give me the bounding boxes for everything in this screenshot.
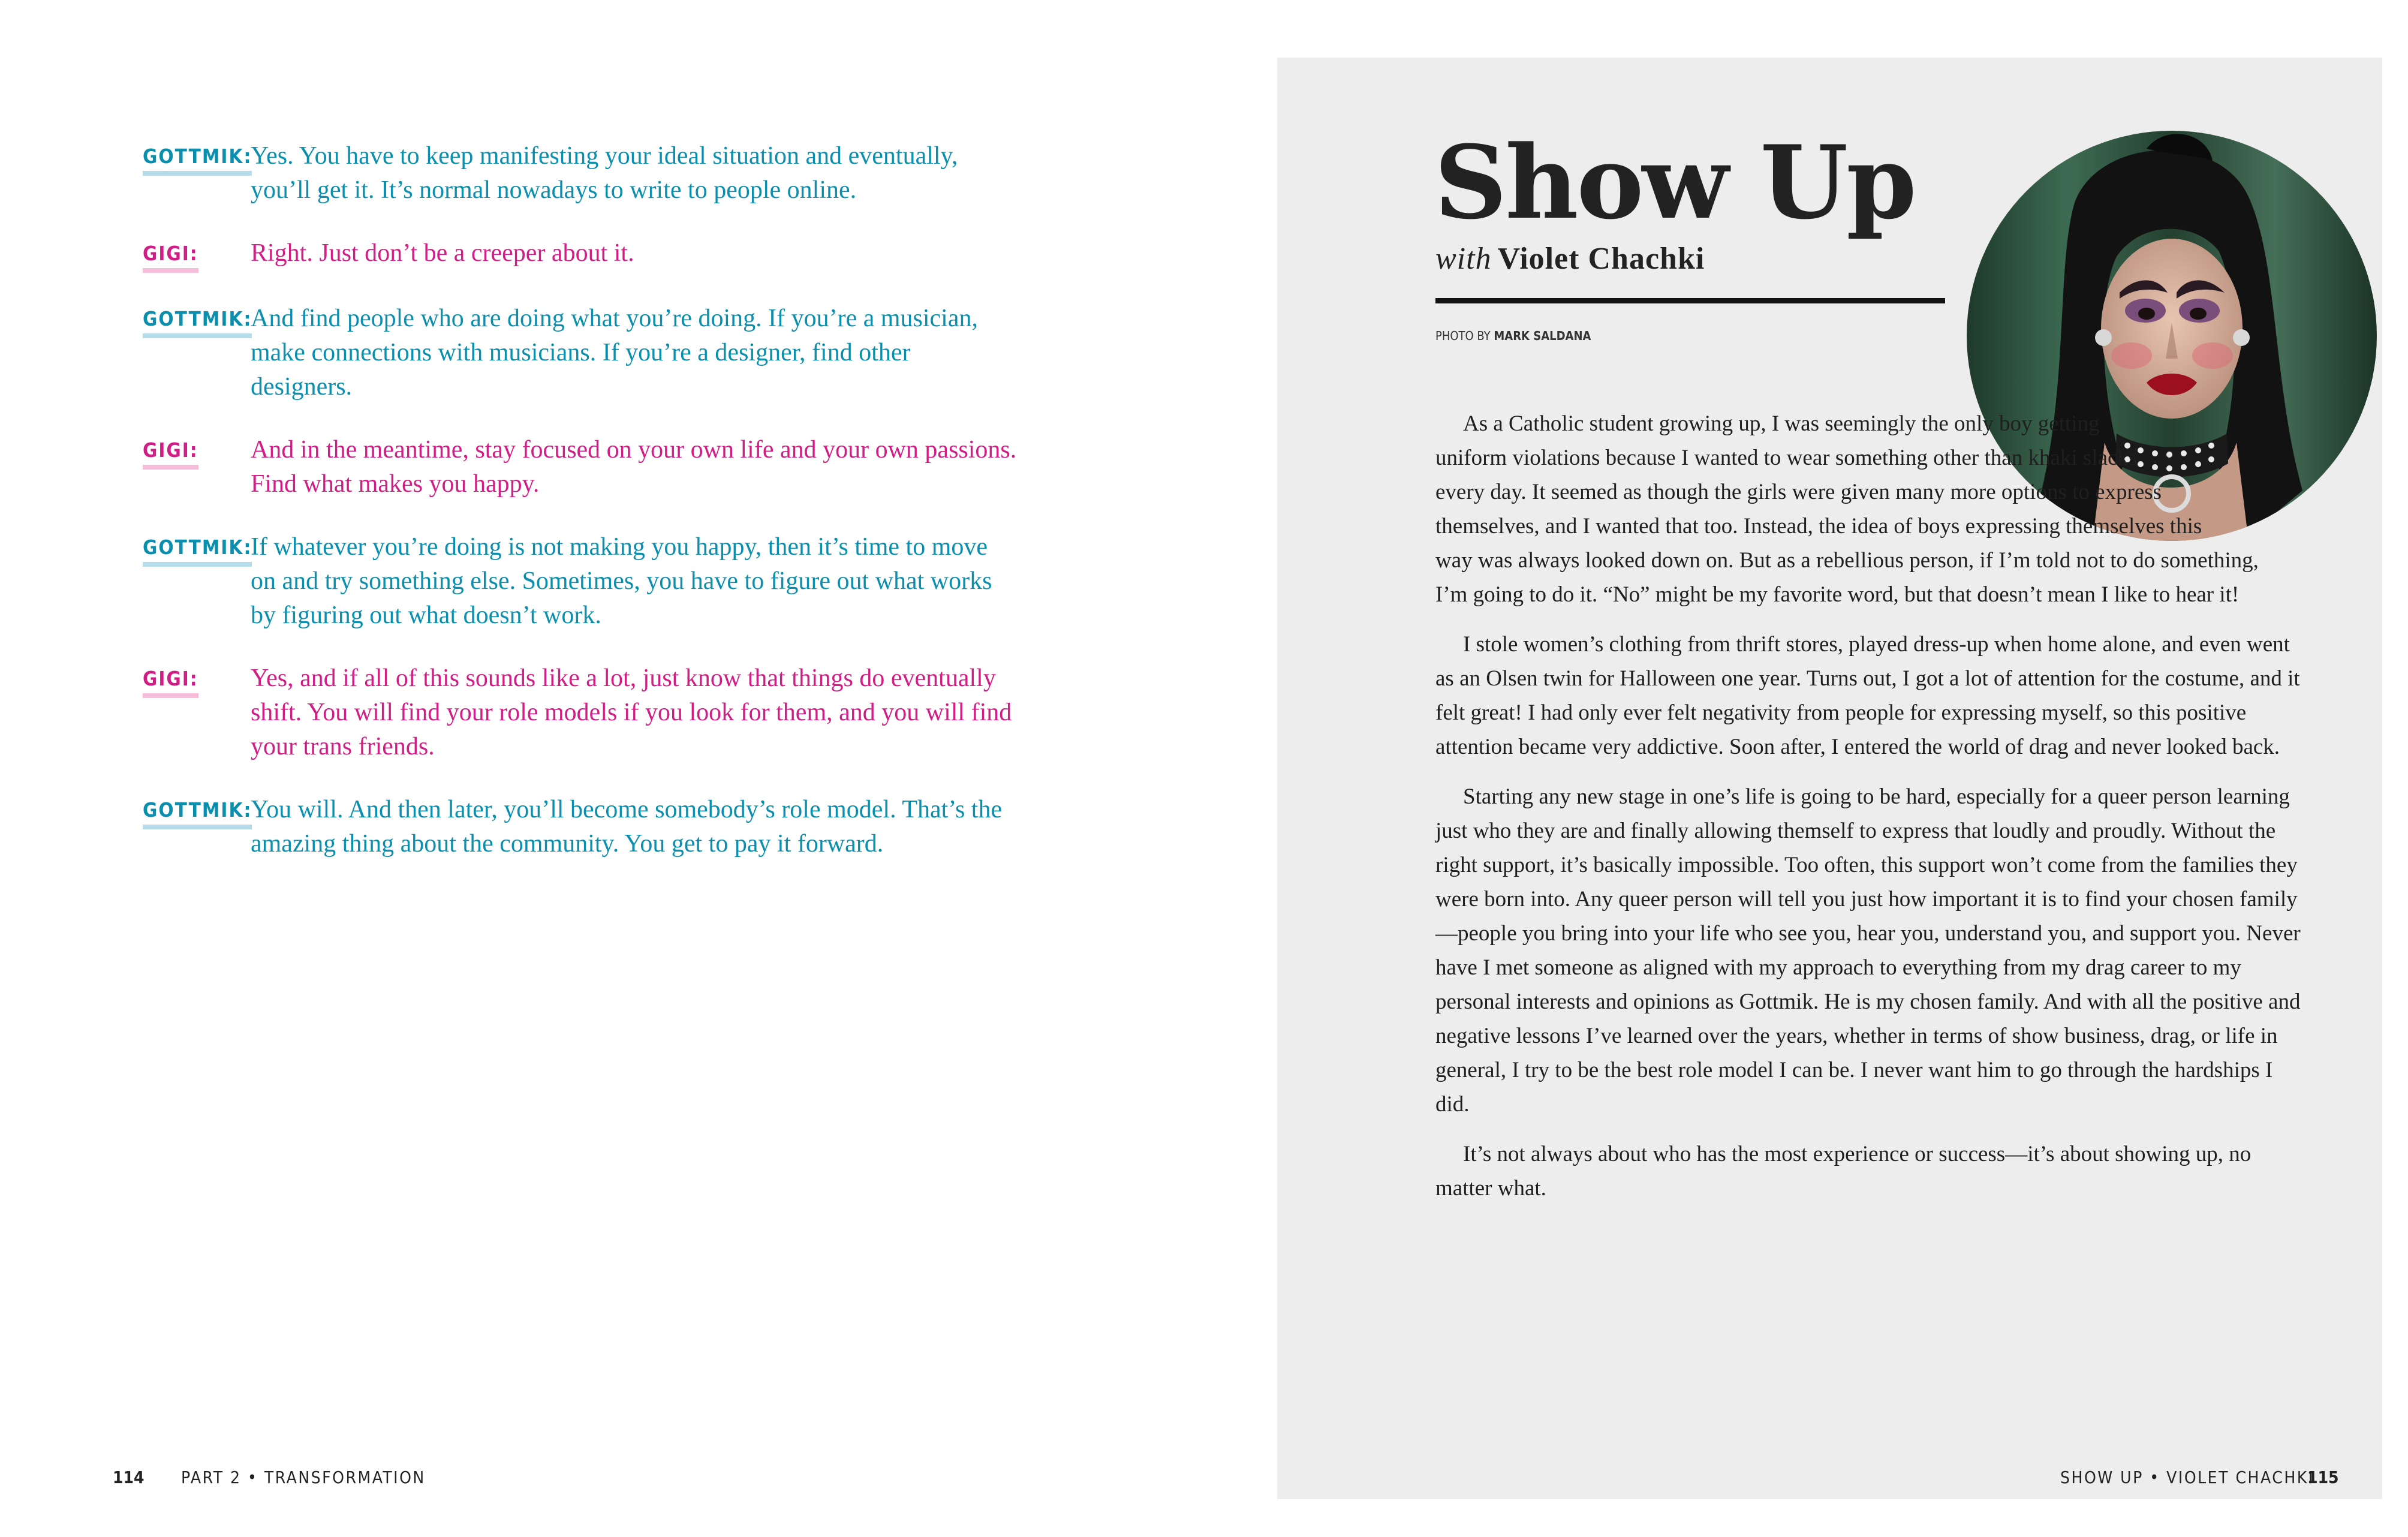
utterance-text: Right. Just don’t be a creeper about it.	[251, 239, 634, 267]
essay-paragraph: Starting any new stage in one’s life is going to be hard, especially for a queer person learning just who they are and finally allowing themself to express that loudly and proudly. Without the right support, it’s basically impossible. Too often, this support won’t come from the families they were born into. Any queer person will tell you just how important it is to find your chosen family—people you bring into your life who see you, hear you, understand you, and support you. Never have I met someone as aligned with my approach to everything from my drag career to my personal interests and opinions as Gottmik. He is my chosen family. And with all the positive and negative lessons I’ve learned over the years, whether in terms of show business, drag, or life in general, I try to be the best role model I can be. I never want him to go through the hardships I did.	[1435, 784, 2301, 1117]
dialogue-turn-gigi	[143, 661, 1018, 764]
photo-credit-prefix: PHOTO BY	[1435, 329, 1491, 343]
speaker-label: GIGI:	[143, 661, 251, 698]
speaker-label: GOTTMIK:	[143, 139, 251, 176]
utterance-text: Yes. You have to keep manifesting your ideal situation and eventually, you’ll get it. It’s normal nowadays to write to people online.	[251, 142, 958, 204]
speaker-label: GIGI:	[143, 236, 251, 273]
running-footer-left: PART 2 • TRANSFORMATION	[181, 1467, 426, 1487]
speaker-label: GIGI:	[143, 433, 251, 470]
subtitle-with: with	[1435, 242, 1492, 276]
utterance-text: And in the meantime, stay focused on your own life and your own passions. Find what makes you happy.	[251, 436, 1017, 498]
interview-dialogue	[143, 139, 1018, 890]
essay-paragraph: I stole women’s clothing from thrift stores, played dress-up when home alone, and even went as an Olsen twin for Halloween one year. Turns out, I got a lot of attention for the costume, and it felt great! I had only ever felt negativity from people for expressing myself, so this positive attention became very addictive. Soon after, I entered the world of drag and never looked back.	[1435, 632, 2300, 759]
essay-subtitle	[1435, 241, 1705, 276]
dialogue-turn-gigi	[143, 433, 1018, 501]
photographer-name: MARK SALDANA	[1494, 329, 1591, 343]
utterance-text: You will. And then later, you’ll become somebody’s role model. That’s the amazing thing about the community. You get to pay it forward.	[251, 796, 1003, 858]
speaker-label: GOTTMIK:	[143, 530, 251, 567]
essay-body	[1435, 407, 2307, 1221]
dialogue-turn-gottmik	[143, 530, 1018, 633]
author-name: Violet Chachki	[1497, 242, 1705, 276]
essay-paragraph: It’s not always about who has the most experience or success—it’s about showing up, no matter what.	[1435, 1142, 2252, 1201]
speaker-label: GOTTMIK:	[143, 302, 251, 338]
page-number-left: 114	[113, 1467, 145, 1487]
dialogue-turn-gottmik	[143, 139, 1018, 207]
page-number-right: 115	[2307, 1467, 2339, 1487]
utterance-text: Yes, and if all of this sounds like a lot, just know that things do eventually shift. You will find your role models if you look for them, and you will find your trans friends.	[251, 664, 1012, 760]
utterance-text: If whatever you’re doing is not making you happy, then it’s time to move on and try something else. Sometimes, you have to figure out what works by figuring out what doesn’t work.	[251, 533, 992, 629]
dialogue-turn-gottmik	[143, 302, 1018, 404]
essay-paragraph: As a Catholic student growing up, I was seemingly the only boy getting uniform violations because I wanted to wear something other than khaki slacks every day. It seemed as though the girls were given many more options to express themselves, and I wanted that too. Instead, the idea of boys expressing themselves this way was always looked down on. But as a rebellious person, if I’m told not to do something, I’m going to do it. “No” might be my favorite word, but that doesn’t mean I like to hear it!	[1435, 411, 2259, 607]
utterance-text: And find people who are doing what you’re doing. If you’re a musician, make connections with musicians. If you’re a designer, find other designers.	[251, 305, 978, 401]
essay-title: Show Up	[1434, 123, 1915, 242]
running-footer-right: SHOW UP • VIOLET CHACHKI	[2060, 1467, 2314, 1487]
dialogue-turn-gottmik	[143, 793, 1018, 861]
speaker-label: GOTTMIK:	[143, 793, 251, 829]
title-rule	[1435, 298, 1945, 303]
dialogue-turn-gigi	[143, 236, 1018, 273]
photo-credit	[1435, 329, 1591, 343]
